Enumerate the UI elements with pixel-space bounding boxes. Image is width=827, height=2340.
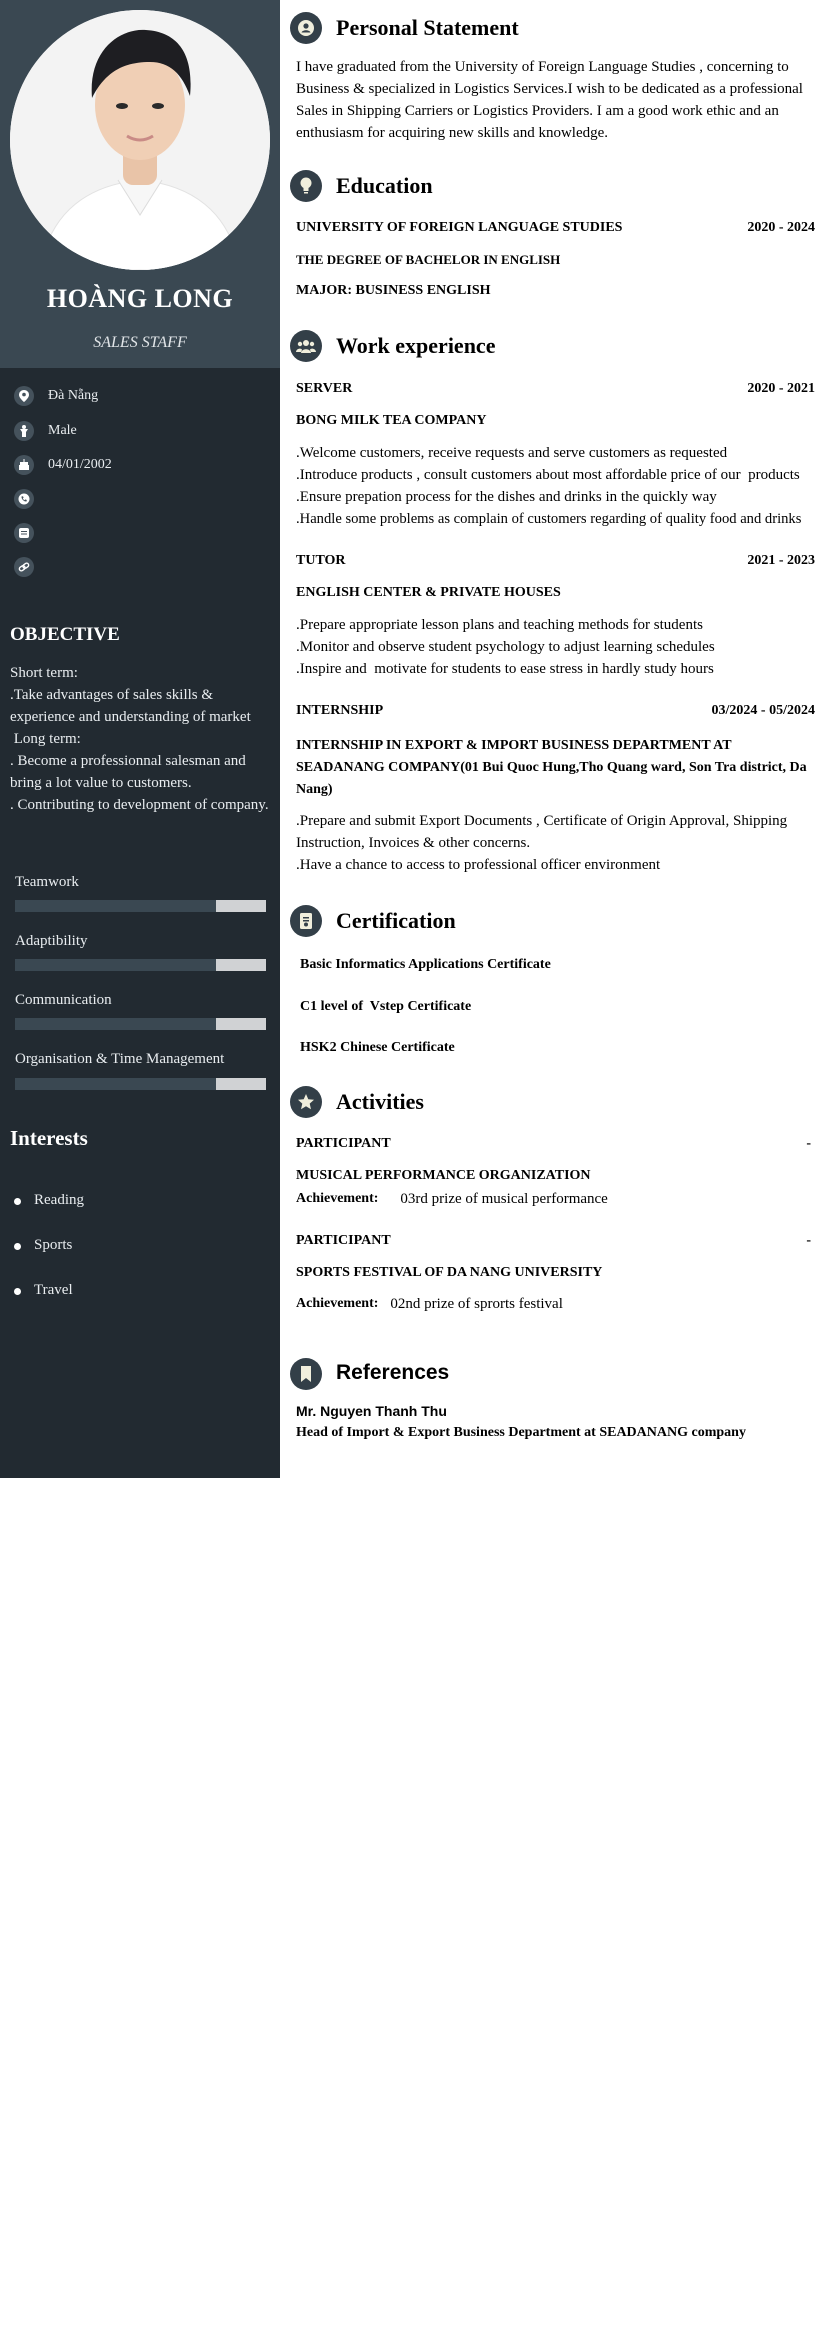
- skill-label: Teamwork: [15, 874, 79, 890]
- achievement-label: Achievement:: [296, 1191, 379, 1206]
- job-company: BONG MILK TEA COMPANY: [296, 413, 487, 428]
- skill-bar-fill: [15, 1018, 216, 1030]
- profile-name: HOÀNG LONG: [46, 284, 234, 313]
- achievement-label: Achievement:: [296, 1296, 379, 1311]
- skill-label: Adaptibility: [15, 933, 88, 949]
- contact-link[interactable]: [14, 556, 48, 578]
- education-degree: THE DEGREE OF BACHELOR IN ENGLISH: [296, 252, 561, 267]
- job-company: ENGLISH CENTER & PRIVATE HOUSES: [296, 585, 561, 600]
- activity-achievement: [296, 1296, 563, 1313]
- objective-title: OBJECTIVE: [10, 624, 120, 645]
- education-school: UNIVERSITY OF FOREIGN LANGUAGE STUDIES: [296, 220, 623, 235]
- skill-bar: [15, 1018, 266, 1030]
- skill-bar: [15, 1078, 266, 1090]
- activity-achievement: [296, 1191, 608, 1208]
- job-dates: 2020 - 2021: [747, 381, 815, 396]
- job-duty-line: .Inspire and motivate for students to ease stress in hardly study hours: [296, 661, 714, 677]
- education-dates: 2020 - 2024: [747, 220, 815, 235]
- reference-position: Head of Import & Export Business Department at SEADANANG company: [296, 1425, 746, 1440]
- activity-dates: -: [806, 1136, 811, 1151]
- job-duties: [296, 442, 816, 530]
- location-pin-icon: [14, 386, 34, 406]
- interest-label: Reading: [34, 1192, 84, 1208]
- cake-icon: [14, 455, 34, 475]
- star-icon: [290, 1086, 322, 1118]
- contact-gender: [14, 420, 77, 442]
- interest-label: Travel: [34, 1282, 73, 1298]
- objective-line: .Take advantages of sales skills & experience and understanding of market: [10, 687, 251, 725]
- section-title-work-experience: Work experience: [336, 333, 496, 358]
- activity-org: MUSICAL PERFORMANCE ORGANIZATION: [296, 1168, 591, 1183]
- section-title-education: Education: [336, 173, 433, 198]
- link-icon: [14, 557, 34, 577]
- job-duty-line: .Introduce products , consult customers about most affordable price of our products: [296, 467, 800, 483]
- skill-bar-fill: [15, 900, 216, 912]
- skill-bar: [15, 900, 266, 912]
- job-duty-line: .Prepare appropriate lesson plans and teaching methods for students: [296, 617, 703, 633]
- location-text: Đà Nẵng: [48, 388, 99, 403]
- job-role: INTERNSHIP: [296, 703, 384, 718]
- job-duty-line: .Have a chance to access to professional officer environment: [296, 857, 661, 873]
- achievement-text: 03rd prize of musical performance: [400, 1191, 608, 1207]
- interest-item: [14, 1237, 72, 1254]
- section-title-references: References: [336, 1361, 450, 1384]
- user-circle-icon: [290, 12, 322, 44]
- skill-bar-fill: [15, 1078, 216, 1090]
- section-title-certification: Certification: [336, 908, 456, 933]
- person-icon: [14, 421, 34, 441]
- objective-line: . Become a professionnal salesman and bring a lot value to customers.: [10, 753, 246, 791]
- job-duty-line: .Welcome customers, receive requests and serve customers as requested: [296, 445, 728, 461]
- job-title: SALES STAFF: [93, 334, 187, 351]
- contact-birthday: [14, 454, 112, 476]
- certificate-icon: [290, 905, 322, 937]
- activity-role: PARTICIPANT: [296, 1233, 391, 1248]
- job-duty-line: .Monitor and observe student psychology to adjust learning schedules: [296, 639, 715, 655]
- interest-item: [14, 1192, 84, 1209]
- lightbulb-icon: [290, 170, 322, 202]
- job-company: INTERNSHIP IN EXPORT & IMPORT BUSINESS DEPARTMENT AT SEADANANG COMPANY(01 Bui Quoc Hung,Tho Quang ward, Son Tra district, Da Nang): [296, 738, 807, 797]
- section-title-personal-statement: Personal Statement: [336, 15, 519, 40]
- objective-text: [10, 662, 272, 816]
- bookmark-icon: [290, 1358, 322, 1390]
- contact-email[interactable]: [14, 522, 48, 544]
- sidebar-header: [0, 0, 280, 368]
- email-icon: [14, 523, 34, 543]
- job-dates: 03/2024 - 05/2024: [711, 703, 815, 718]
- achievement-text: 02nd prize of sprorts festival: [390, 1296, 563, 1312]
- contact-location: [14, 385, 98, 407]
- job-duty-line: .Ensure prepation process for the dishes and drinks in the quickly way: [296, 489, 717, 505]
- sidebar: [0, 0, 280, 1478]
- job-dates: 2021 - 2023: [747, 553, 815, 568]
- interest-label: Sports: [34, 1237, 73, 1253]
- section-title-activities: Activities: [336, 1089, 424, 1114]
- activity-role: PARTICIPANT: [296, 1136, 391, 1151]
- avatar-illustration: [10, 10, 270, 270]
- objective-line: . Contributing to development of company.: [10, 797, 269, 813]
- objective-line: Short term:: [10, 665, 78, 681]
- bullet-icon: [14, 1243, 21, 1250]
- personal-statement-text: I have graduated from the University of Foreign Language Studies , concerning to Business & specialized in Logistics Services.I wish to be dedicated as a professional Sales in Shipping Carriers or Logistics Providers. I am a good work ethic and an enthusiasm for acquiring new skills and knowledge.: [296, 59, 803, 141]
- skill-label: Organisation & Time Management: [15, 1051, 225, 1067]
- job-role: SERVER: [296, 381, 353, 396]
- certification-item: Basic Informatics Applications Certificate: [300, 957, 551, 972]
- skill-bar: [15, 959, 266, 971]
- bullet-icon: [14, 1288, 21, 1295]
- job-duties: [296, 614, 816, 680]
- contact-phone[interactable]: [14, 488, 48, 510]
- objective-line: Long term:: [10, 731, 81, 747]
- gender-text: Male: [48, 423, 77, 438]
- skill-bar-fill: [15, 959, 216, 971]
- reference-name: Mr. Nguyen Thanh Thu: [296, 1403, 447, 1419]
- phone-icon: [14, 489, 34, 509]
- education-major: MAJOR: BUSINESS ENGLISH: [296, 283, 491, 298]
- birthday-text: 04/01/2002: [48, 457, 112, 472]
- interests-title: Interests: [10, 1126, 88, 1150]
- group-icon: [290, 330, 322, 362]
- bullet-icon: [14, 1198, 21, 1205]
- certification-item: HSK2 Chinese Certificate: [300, 1040, 455, 1055]
- skill-label: Communication: [15, 992, 112, 1008]
- job-duty-line: .Prepare and submit Export Documents , Certificate of Origin Approval, Shipping Instruction, Invoices & other concerns.: [296, 813, 788, 851]
- job-duty-line: .Handle some problems as complain of customers regarding of quality food and drinks: [296, 511, 802, 527]
- activity-dates: -: [806, 1233, 811, 1248]
- interest-item: [14, 1282, 73, 1299]
- job-duties: [296, 810, 816, 876]
- job-role: TUTOR: [296, 553, 346, 568]
- certification-item: C1 level of Vstep Certificate: [300, 999, 472, 1014]
- profile-photo: [10, 10, 270, 270]
- activity-org: SPORTS FESTIVAL OF DA NANG UNIVERSITY: [296, 1265, 603, 1280]
